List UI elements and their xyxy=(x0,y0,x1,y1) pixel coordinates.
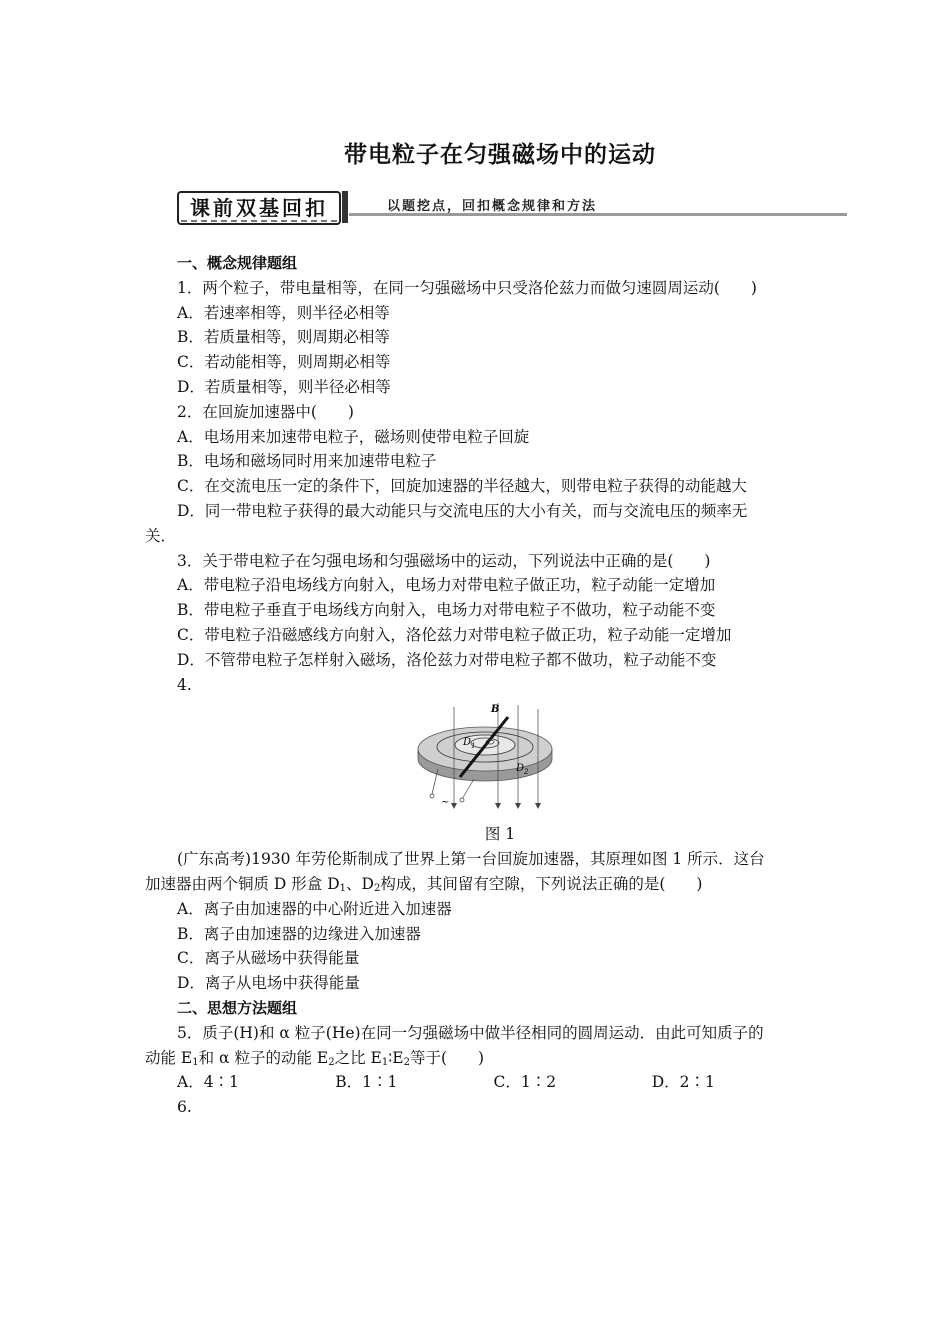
question-2-stem: 2．在回旋加速器中( ) xyxy=(177,402,354,421)
question-5-option-c: C．1∶2 xyxy=(493,1073,557,1092)
question-3-option-a: A．带电粒子沿电场线方向射入，电场力对带电粒子做正功，粒子动能一定增加 xyxy=(177,576,716,595)
question-3-option-c: C．带电粒子沿磁感线方向射入，洛伦兹力对带电粒子做正功，粒子动能一定增加 xyxy=(177,625,732,644)
question-2-option-c: C．在交流电压一定的条件下，回旋加速器的半径越大，则带电粒子获得的动能越大 xyxy=(177,477,747,496)
question-1-option-a: A．若速率相等，则半径必相等 xyxy=(177,303,390,322)
ac-source-label: ~ xyxy=(441,797,450,809)
banner-underline xyxy=(181,220,337,222)
section-heading-1: 一、概念规律题组 xyxy=(177,254,298,272)
d1-label: $D_1$ xyxy=(463,737,476,751)
question-4-number: 4. xyxy=(177,675,192,694)
question-5-option-a: A．4∶1 xyxy=(177,1073,239,1092)
banner-label: 课前双基回扣 xyxy=(177,191,341,225)
question-2-option-d: D．同一带电粒子获得的最大动能只与交流电压的大小有关，而与交流电压的频率无 xyxy=(177,501,748,520)
field-b-label: B xyxy=(491,704,500,716)
d2-label: $D_2$ xyxy=(516,763,529,777)
question-4-option-b: B．离子由加速器的边缘进入加速器 xyxy=(177,924,421,943)
section-banner xyxy=(177,191,847,227)
question-5-option-d: D．2∶1 xyxy=(651,1073,715,1092)
page-title: 带电粒子在匀强磁场中的运动 xyxy=(344,141,656,168)
question-5-stem-line-2: 动能 $E_1$和 α 粒子的动能 $E_2$之比 $E_1∶E_2$等于( ) xyxy=(145,1048,485,1068)
question-5-stem-line-1: 5．质子(H)和 α 粒子(He)在同一匀强磁场中做半径相同的圆周运动．由此可知质子的 xyxy=(177,1023,764,1042)
question-4-option-a: A．离子由加速器的中心附近进入加速器 xyxy=(177,899,452,918)
question-2-option-a: A．电场用来加速带电粒子，磁场则使带电粒子回旋 xyxy=(177,427,530,446)
section-heading-2: 二、思想方法题组 xyxy=(177,998,298,1017)
banner-subtitle: 以题挖点，回扣概念规律和方法 xyxy=(387,199,598,214)
question-3-option-d: D．不管带电粒子怎样射入磁场，洛伦兹力对带电粒子都不做功，粒子动能不变 xyxy=(177,650,717,669)
question-5-options xyxy=(145,1070,810,1095)
cyclotron-figure xyxy=(145,697,810,822)
question-4-option-c: C．离子从磁场中获得能量 xyxy=(177,949,360,968)
document-body xyxy=(145,251,810,1120)
question-1-stem: 1．两个粒子，带电量相等，在同一匀强磁场中只受洛伦兹力而做匀速圆周运动( ) xyxy=(177,278,757,297)
question-2-option-d-cont: 关． xyxy=(145,526,177,545)
question-5-option-b: B．1∶1 xyxy=(335,1073,398,1092)
question-6-number: 6. xyxy=(177,1098,192,1117)
question-4-stem-line-1: (广东高考)1930 年劳伦斯制成了世界上第一台回旋加速器，其原理如图 1 所示．这台 xyxy=(177,850,765,869)
cyclotron-diagram xyxy=(410,699,560,814)
question-2-option-b: B．电场和磁场同时用来加速带电粒子 xyxy=(177,452,437,471)
question-4-stem-line-2: 加速器由两个铜质 D 形盒 $D_1$、$D_2$构成，其间留有空隙，下列说法正确的是( ) xyxy=(145,874,703,894)
question-4-option-d: D．离子从电场中获得能量 xyxy=(177,974,360,993)
question-1-option-c: C．若动能相等，则周期必相等 xyxy=(177,353,391,372)
banner-bar xyxy=(342,191,348,223)
figure-caption: 图 1 xyxy=(484,825,516,844)
question-1-option-d: D．若质量相等，则半径必相等 xyxy=(177,377,391,396)
question-3-stem: 3．关于带电粒子在匀强电场和匀强磁场中的运动，下列说法中正确的是( ) xyxy=(177,551,711,570)
question-1-option-b: B．若质量相等，则周期必相等 xyxy=(177,328,390,347)
question-3-option-b: B．带电粒子垂直于电场线方向射入，电场力对带电粒子不做功，粒子动能不变 xyxy=(177,601,716,620)
